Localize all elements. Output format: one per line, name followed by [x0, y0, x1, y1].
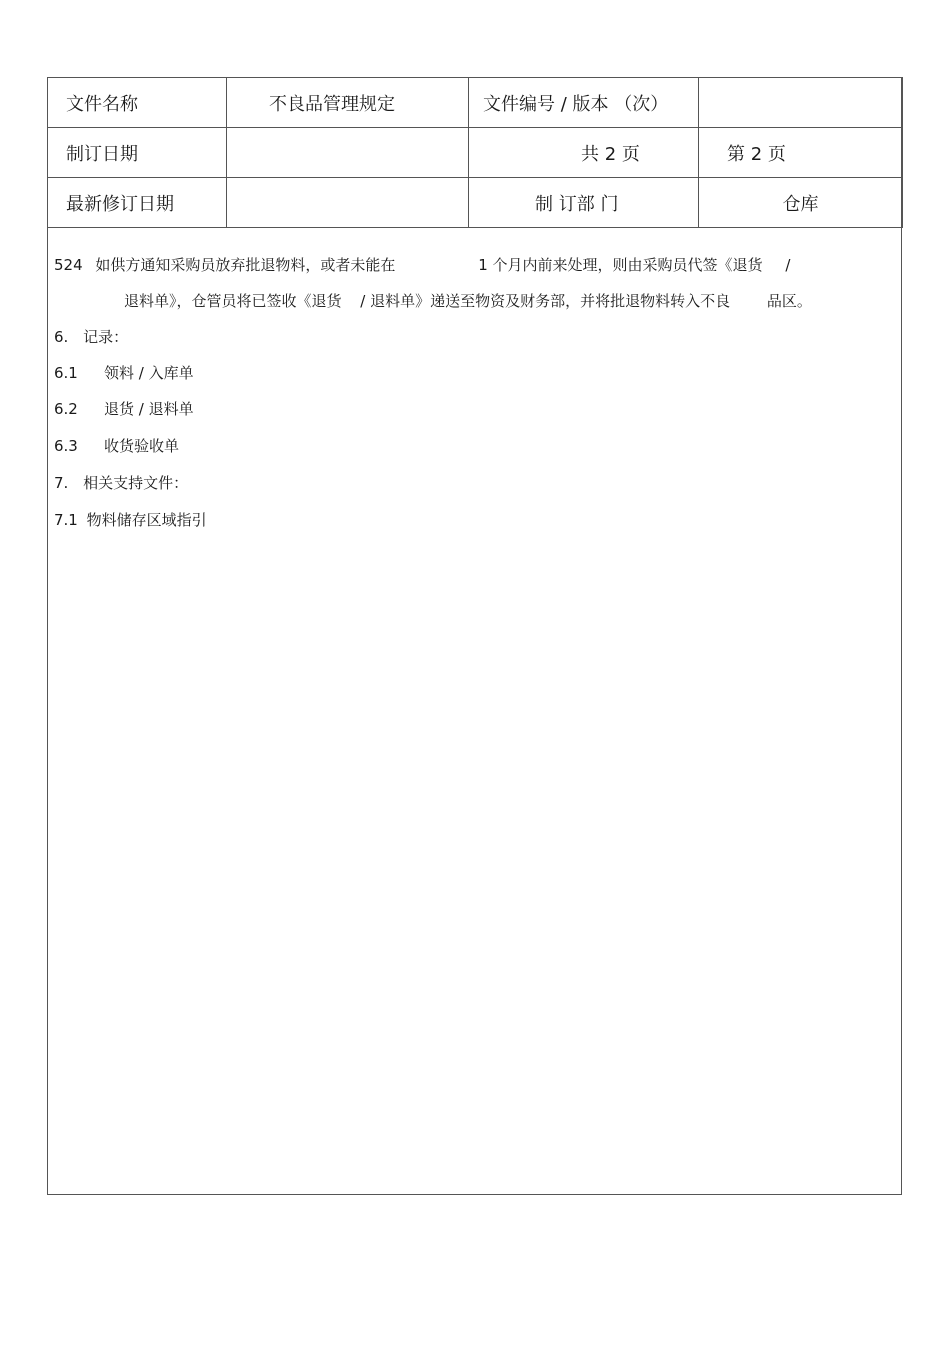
item-6-1-text: 领料 / 入库单: [104, 364, 194, 382]
section-6-heading: [54, 326, 128, 347]
clause-524-text-a: 如供方通知采购员放弃批退物料，或者未能在: [95, 256, 396, 274]
revision-date-label: 最新修订日期: [48, 178, 227, 228]
item-7-1: [54, 509, 207, 530]
item-7-1-number: 7.1: [54, 511, 78, 529]
header-table: [47, 77, 903, 228]
item-6-1-number: 6.1: [54, 364, 78, 382]
section-7-heading: [54, 472, 188, 493]
item-6-2-number: 6.2: [54, 400, 78, 418]
header-row-3: [48, 178, 903, 228]
revision-date-value: [227, 178, 469, 228]
header-row-1: [48, 78, 903, 128]
item-7-1-text: 物料储存区域指引: [86, 511, 207, 529]
clause-524-text-b: 1 个月内前来处理，则由采购员代签《退货: [478, 256, 763, 274]
item-6-3-number: 6.3: [54, 437, 78, 455]
section-6-title: 记录：: [83, 328, 129, 346]
file-name-label: 文件名称: [48, 78, 227, 128]
page-number: 第 2 页: [699, 128, 903, 178]
item-6-3: [54, 435, 179, 456]
section-7-title: 相关支持文件：: [83, 474, 189, 492]
file-number-value: [699, 78, 903, 128]
issue-date-label: 制订日期: [48, 128, 227, 178]
department-value: 仓库: [699, 178, 903, 228]
clause-524-slash: /: [785, 256, 791, 274]
document-frame: [47, 77, 902, 1195]
total-pages: 共 2 页: [469, 128, 699, 178]
clause-524-line-1: [54, 254, 790, 275]
item-6-2: [54, 398, 194, 419]
file-number-label: 文件编号 / 版本 （次）: [469, 78, 699, 128]
section-6-number: 6.: [54, 328, 69, 346]
item-6-2-text: 退货 / 退料单: [104, 400, 194, 418]
clause-524-text-c: 退料单》，仓管员将已签收《退货: [124, 292, 342, 310]
header-row-2: [48, 128, 903, 178]
clause-524-text-e: 品区。: [766, 292, 812, 310]
department-label: 制 订部 门: [469, 178, 699, 228]
clause-524-number: 524: [54, 256, 83, 274]
clause-524-text-d: / 退料单》递送至物资及财务部，并将批退物料转入不良: [360, 292, 731, 310]
issue-date-value: [227, 128, 469, 178]
file-name-value: 不良品管理规定: [227, 78, 469, 128]
section-7-number: 7.: [54, 474, 69, 492]
item-6-3-text: 收货验收单: [104, 437, 180, 455]
item-6-1: [54, 362, 194, 383]
clause-524-line-2: [124, 290, 812, 311]
